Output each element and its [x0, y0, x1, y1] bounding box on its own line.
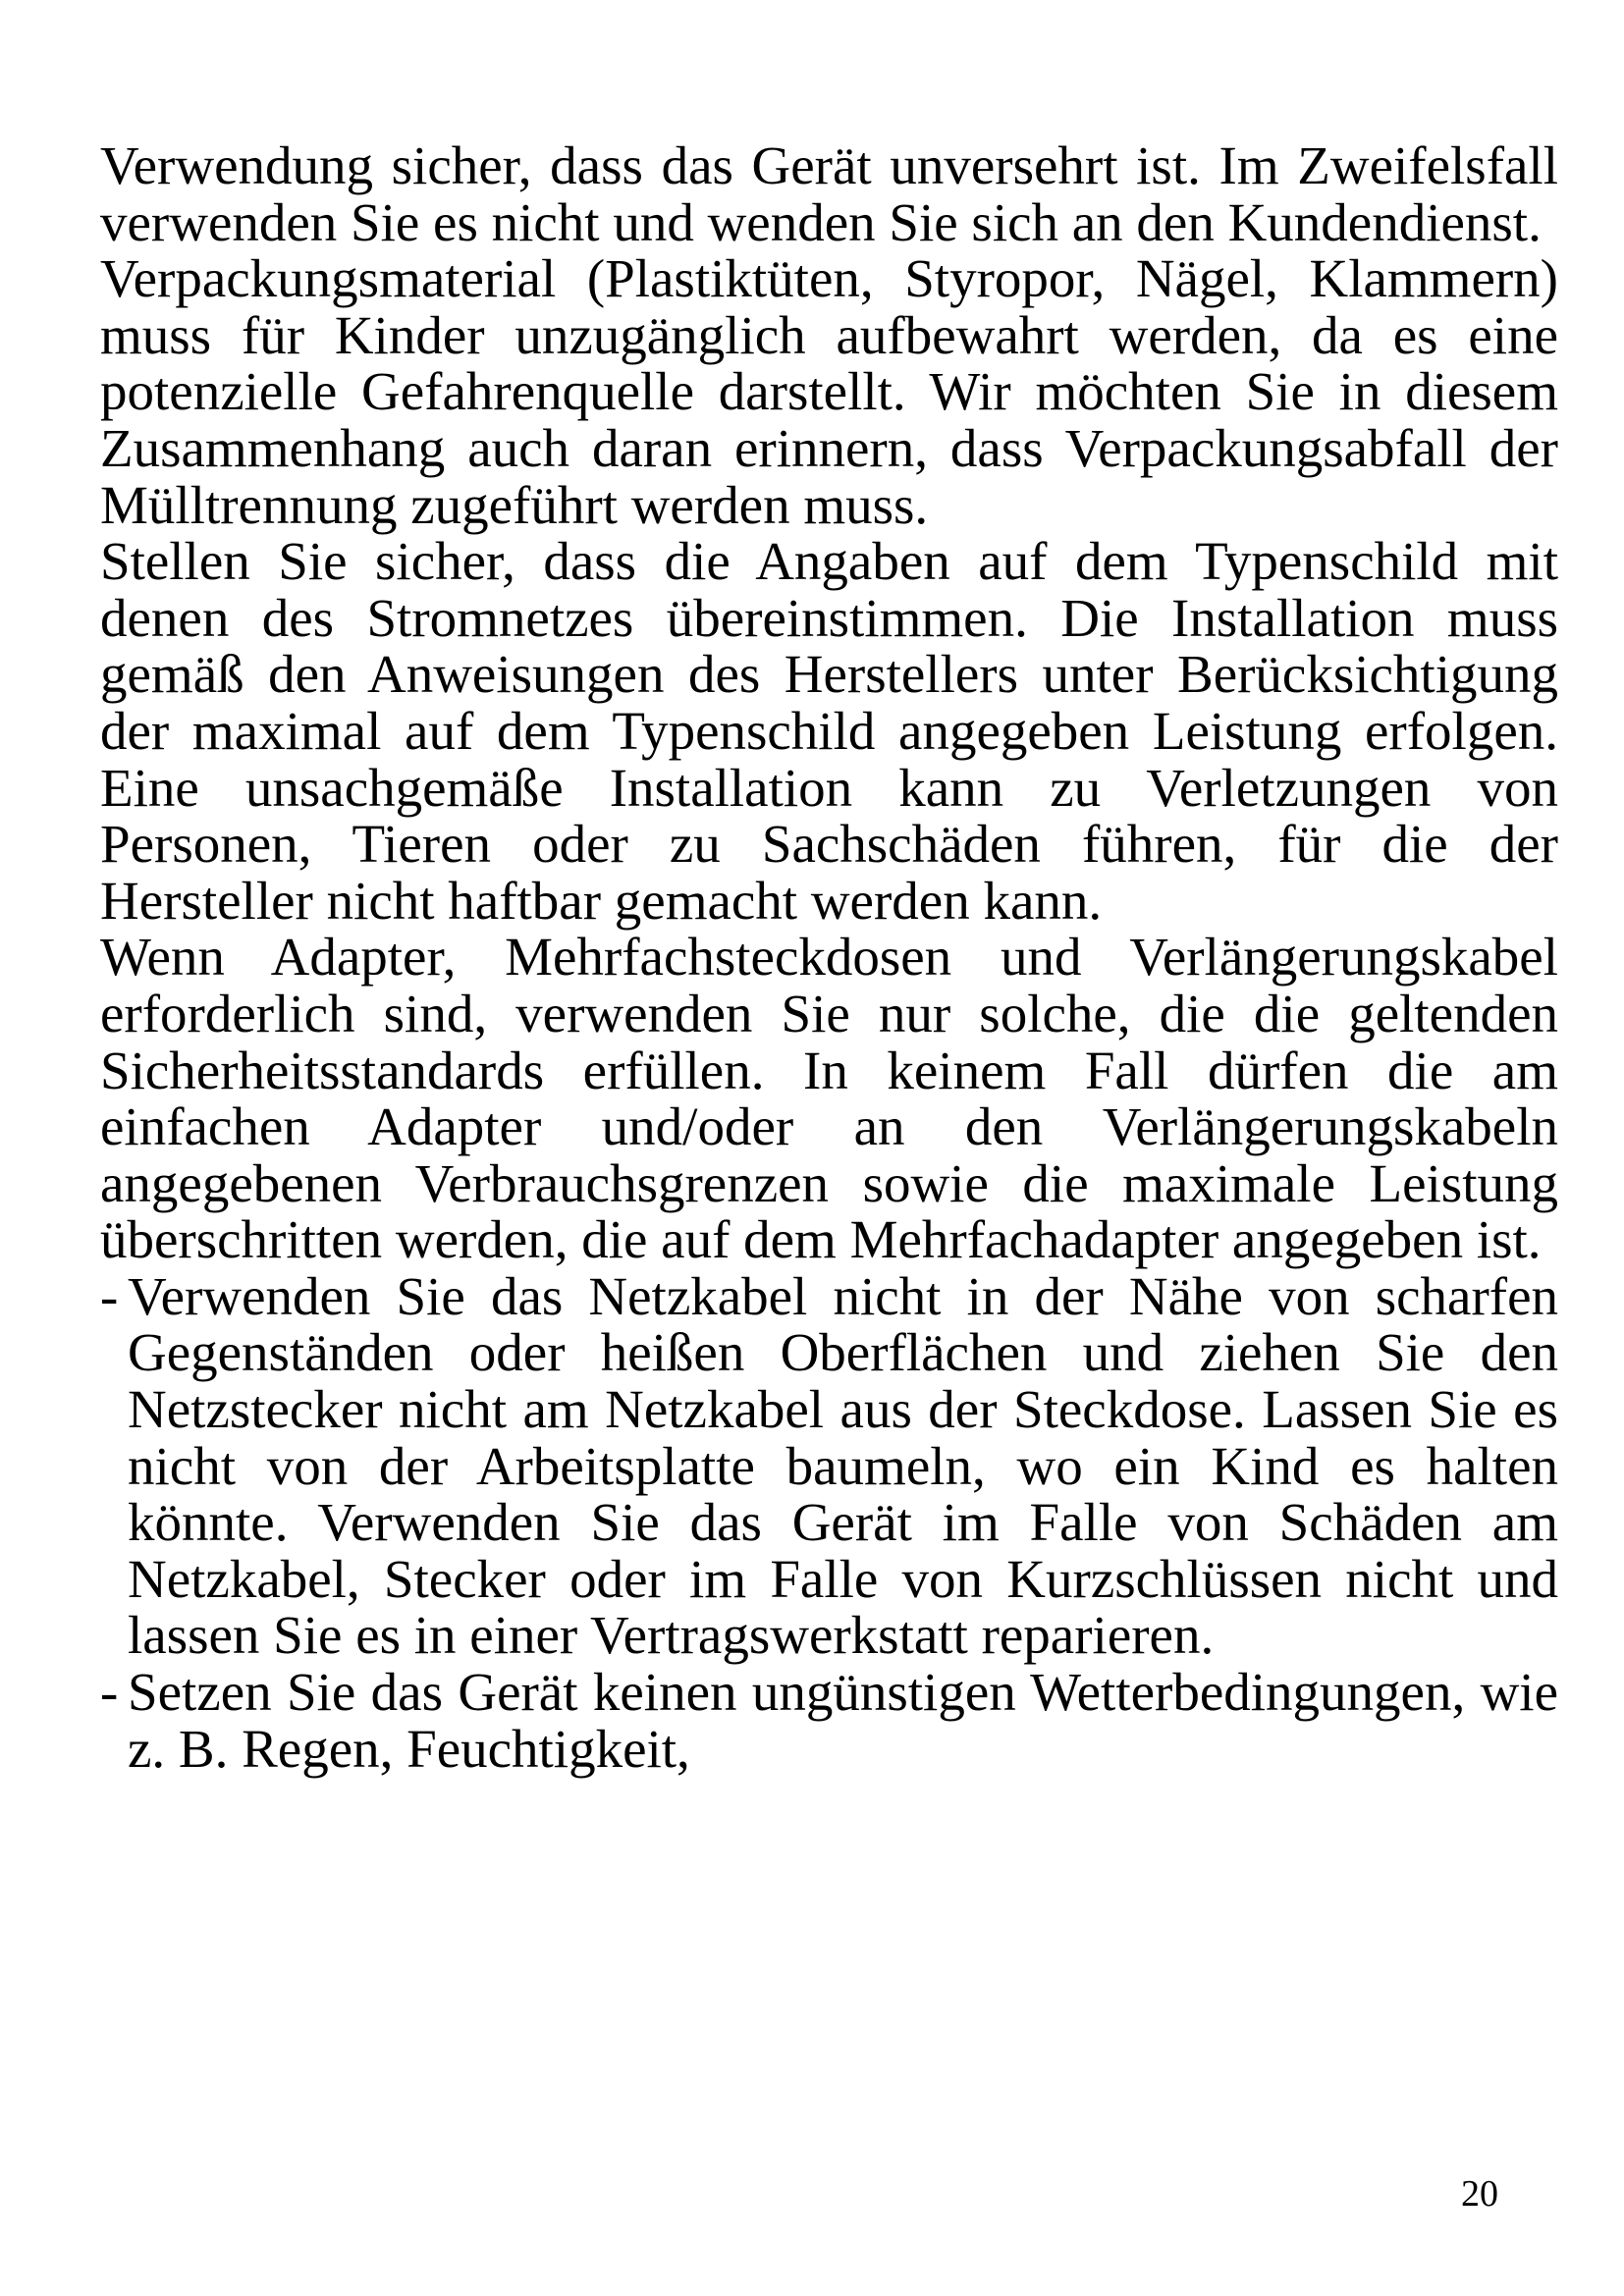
- paragraph-packaging: Verpackungsmaterial (Plastiktüten, Styropor, Nägel, Klammern) muss für Kinder unzugänglich aufbewahrt werden, da es eine potenzielle Gefahrenquelle darstellt. Wir möchten Sie in diesem Zusammenhang auch daran erinnern, dass Verpackungsabfall der Mülltrennung zugeführt werden muss.: [100, 248, 1558, 535]
- document-body: [100, 137, 1558, 1777]
- paragraph-rating-plate: Stellen Sie sicher, dass die Angaben auf dem Typenschild mit denen des Stromnetzes übereinstimmen. Die Installation muss gemäß den Anweisungen des Herstellers unter Berücksichtigung der maximal auf dem Typenschild angegeben Leistung erfolgen. Eine unsachgemäße Installation kann zu Verletzungen von Personen, Tieren oder zu Sachschäden führen, für die der Hersteller nicht haftbar gemacht werden kann.: [100, 531, 1558, 931]
- paragraph-adapters: Wenn Adapter, Mehrfachsteckdosen und Verlängerungskabel erforderlich sind, verwenden Sie nur solche, die die geltenden Sicherheitsstandards erfüllen. In keinem Fall dürfen die am einfachen Adapter und/oder an den Verlängerungskabeln angegebenen Verbrauchsgrenzen sowie die maximale Leistung überschritten werden, die auf dem Mehrfachadapter angegeben ist.: [100, 927, 1558, 1270]
- list-item-weather: [100, 1664, 1558, 1777]
- bullet-dash: -: [100, 1265, 119, 1326]
- bullet-text-weather: Setzen Sie das Gerät keinen ungünstigen Wetterbedingungen, wie z. B. Regen, Feuchtigkeit,: [128, 1662, 1558, 1779]
- paragraph-inspection: Verwendung sicher, dass das Gerät unversehrt ist. Im Zweifelsfall verwenden Sie es nicht und wenden Sie sich an den Kundendienst.: [100, 135, 1558, 252]
- list-item-power-cord: [100, 1265, 1558, 1666]
- bullet-text-power-cord: Verwenden Sie das Netzkabel nicht in der Nähe von scharfen Gegenständen oder heißen Oberflächen und ziehen Sie den Netzstecker nicht am Netzkabel aus der Steckdose. Lassen Sie es nicht von der Arbeitsplatte baumeln, wo ein Kind es halten könnte. Verwenden Sie das Gerät im Falle von Schäden am Netzkabel, Stecker oder im Falle von Kurzschlüssen nicht und lassen Sie es in einer Vertragswerkstatt reparieren.: [128, 1265, 1558, 1666]
- bullet-dash: -: [100, 1662, 119, 1723]
- page-number: 20: [1461, 2173, 1498, 2215]
